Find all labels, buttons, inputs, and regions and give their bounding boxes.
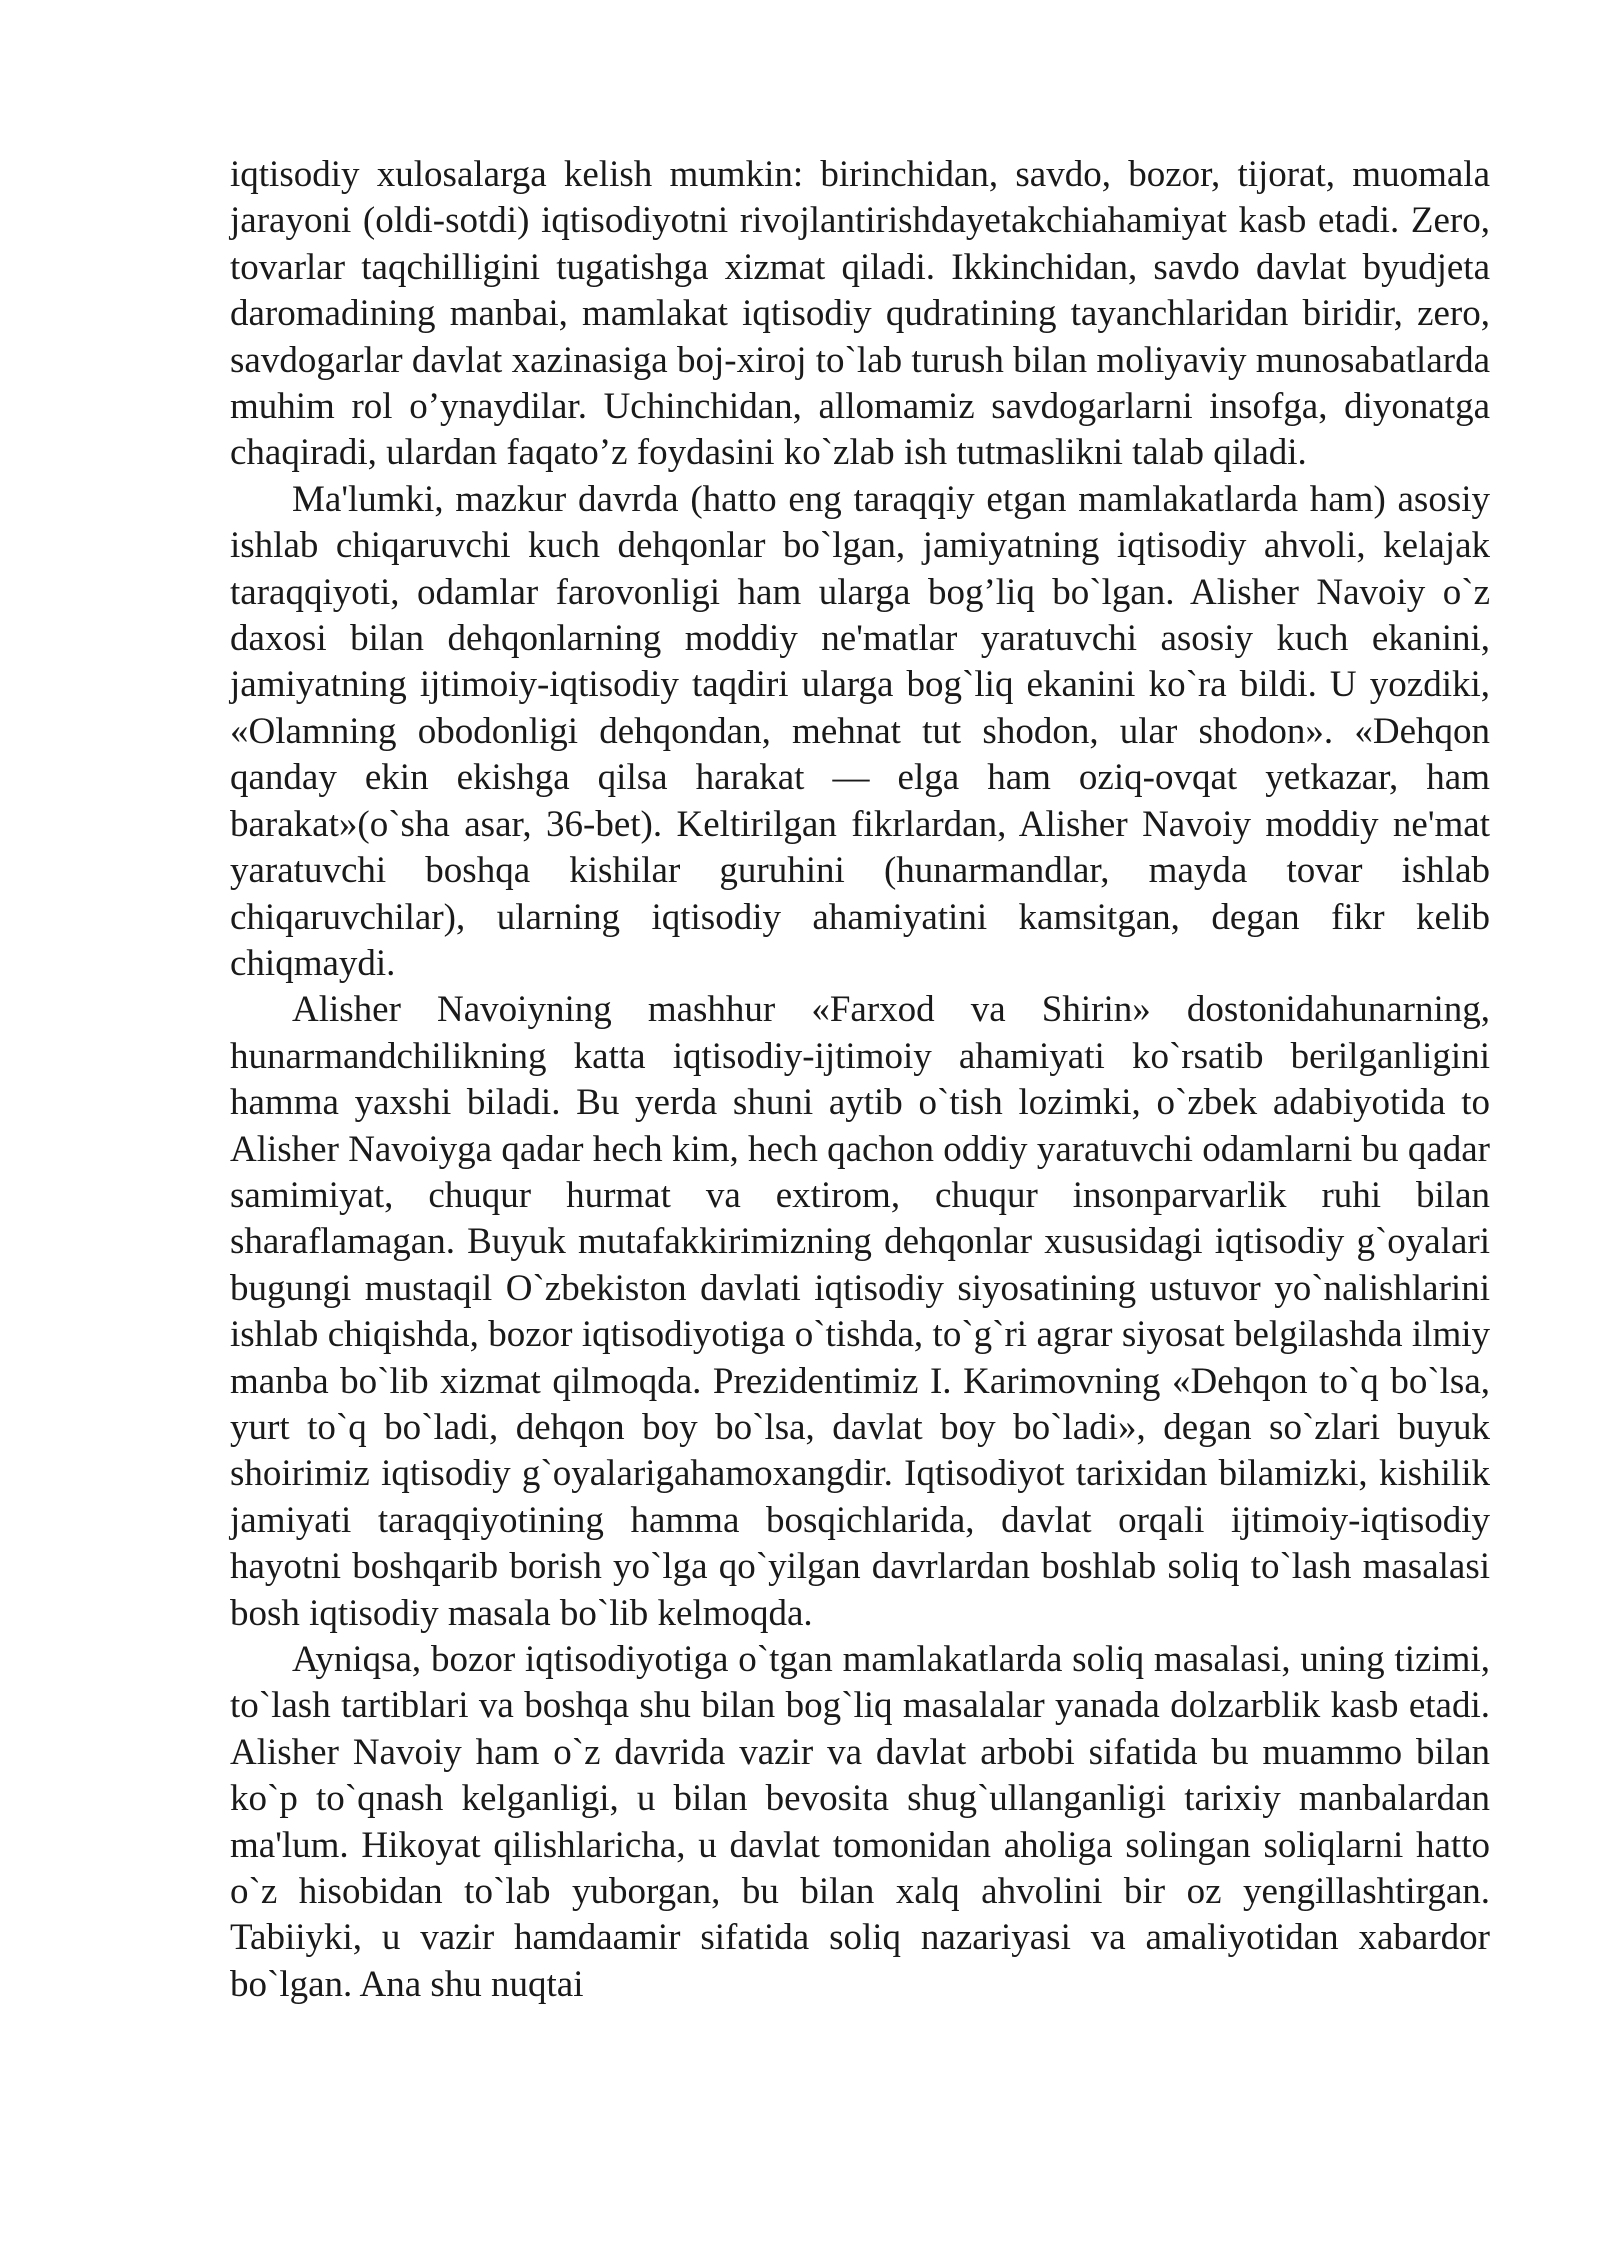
paragraph-3: Alisher Navoiyning mashhur «Farxod va Shirin» dostonidahunarning, hunarmandchilikning katta iqtisodiy-ijtimoiy ahamiyati ko`rsatib berilganligini hamma yaxshi biladi. Bu yerda shuni aytib o`tish lozimki, o`zbek adabiyotida to Alisher Navoiyga qadar hech kim, hech qachon oddiy yaratuvchi odamlarni bu qadar samimiyat, chuqur hurmat va extirom, chuqur insonparvarlik ruhi bilan sharaflamagan. Buyuk mutafakkirimizning dehqonlar xususidagi iqtisodiy g`oyalari bugungi mustaqil O`zbekiston davlati iqtisodiy siyosatining ustuvor yo`nalishlarini ishlab chiqishda, bozor iqtisodiyotiga o`tishda, to`g`ri agrar siyosat belgilashda ilmiy manba bo`lib xizmat qilmoqda. Prezidentimiz I. Karimovning «Dehqon to`q bo`lsa, yurt to`q bo`ladi, dehqon boy bo`lsa, davlat boy bo`ladi», degan so`zlari buyuk shoirimiz iqtisodiy g`oyalarigahamoxangdir. Iqtisodiyot tarixidan bilamizki, kishilik jamiyati taraqqiyotining hamma bosqichlarida, davlat orqali ijtimoiy-iqtisodiy hayotni boshqarib borish yo`lga qo`yilgan davrlardan boshlab soliq to`lash masalasi bosh iqtisodiy masala bo`lib kelmoqda. [230, 989, 1490, 1634]
paragraph-1: iqtisodiy xulosalarga kelish mumkin: birinchidan, savdo, bozor, tijorat, muomala jarayoni (oldi-sotdi) iqtisodiyotni rivojlantirishdayetakchiahamiyat kasb etadi. Zero, tovarlar taqchilligini tugatishga xizmat qiladi. Ikkinchidan, savdo davlat byudjeta daromadining manbai, mamlakat iqtisodiy qudratining tayanchlaridan biridir, zero, savdogarlar davlat xazinasiga boj-xiroj to`lab turush bilan moliyaviy munosabatlarda muhim rol o’ynaydilar. Uchinchidan, allomamiz savdogarlarni insofga, diyonatga chaqiradi, ulardan faqato’z foydasini ko`zlab ish tutmaslikni talab qiladi. [230, 154, 1490, 474]
paragraph-2: Ma'lumki, mazkur davrda (hatto eng taraqqiy etgan mamlakatlarda ham) asosiy ishlab chiqaruvchi kuch dehqonlar bo`lgan, jamiyatning iqtisodiy ahvoli, kelajak taraqqiyoti, odamlar farovonligi ham ularga bog’liq bo`lgan. Alisher Navoiy o`z daxosi bilan dehqonlarning moddiy ne'matlar yaratuvchi asosiy kuch ekanini, jamiyatning ijtimoiy-iqtisodiy taqdiri ularga bog`liq ekanini ko`ra bildi. U yozdiki, «Olamning obodonligi dehqondan, mehnat tut shodon, ular shodon». «Dehqon qanday ekin ekishga qilsa harakat — elga ham oziq-ovqat yetkazar, ham barakat»(o`sha asar, 36-bet). Keltirilgan fikrlardan, Alisher Navoiy moddiy ne'mat yaratuvchi boshqa kishilar guruhini (hunarmandlar, mayda tovar ishlab chiqaruvchilar), ularning iqtisodiy ahamiyatini kamsitgan, degan fikr kelib chiqmaydi. [230, 478, 1490, 984]
paragraph-4: Ayniqsa, bozor iqtisodiyotiga o`tgan mamlakatlarda soliq masalasi, uning tizimi, to`lash tartiblari va boshqa shu bilan bog`liq masalalar yanada dolzarblik kasb etadi. Alisher Navoiy ham o`z davrida vazir va davlat arbobi sifatida bu muammo bilan ko`p to`qnash kelganligi, u bilan bevosita shug`ullanganligi tarixiy manbalardan ma'lum. Hikoyat qilishlaricha, u davlat tomonidan aholiga solingan soliqlarni hatto o`z hisobidan to`lab yuborgan, bu bilan xalq ahvolini bir oz yengillashtirgan. Tabiiyki, u vazir hamdaamir sifatida soliq nazariyasi va amaliyotidan xabardor bo`lgan. Ana shu nuqtai [230, 1639, 1490, 2005]
document-page [230, 152, 1490, 2008]
